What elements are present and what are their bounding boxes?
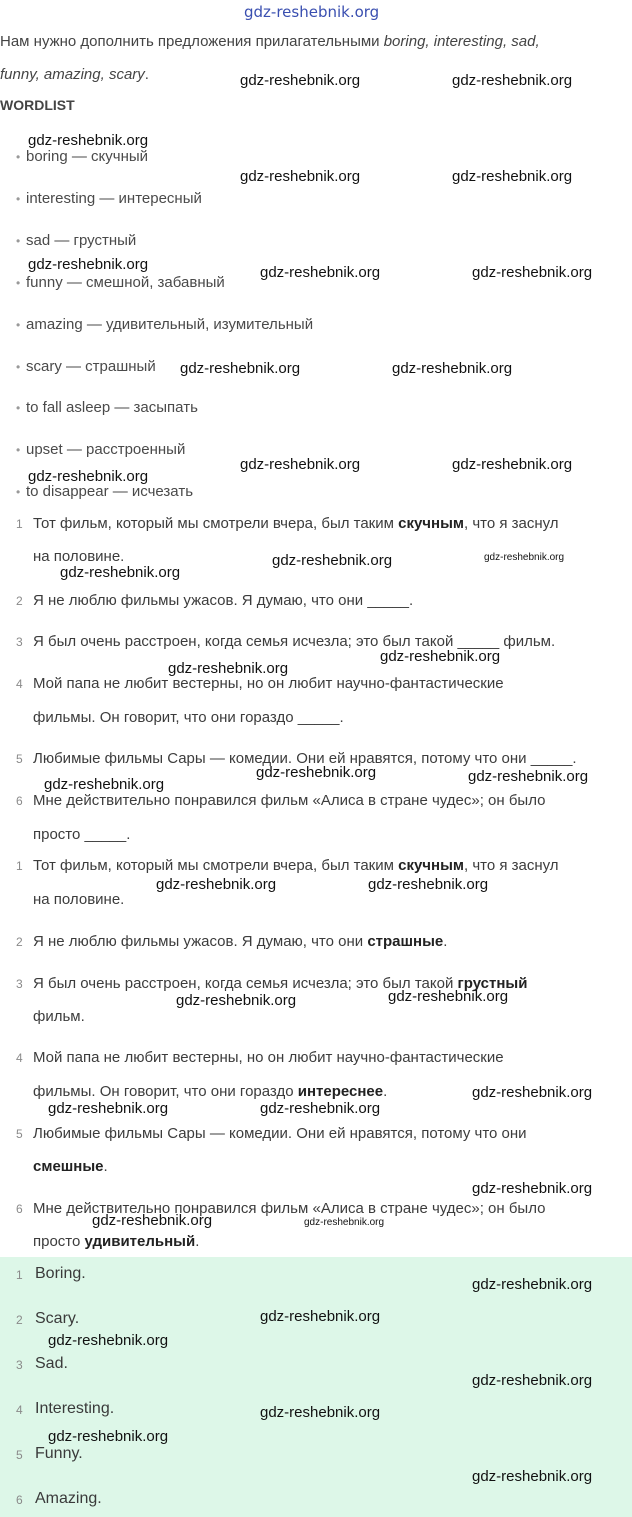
watermark: gdz-reshebnik.org xyxy=(260,1100,381,1117)
watermark: gdz-reshebnik.org xyxy=(392,360,513,377)
answer-text: Interesting. xyxy=(35,1400,115,1417)
watermark: gdz-reshebnik.org xyxy=(180,360,301,377)
watermark: gdz-reshebnik.org xyxy=(368,876,489,893)
watermark: gdz-reshebnik.org xyxy=(452,456,573,473)
item-number: 4 xyxy=(16,1403,23,1417)
wordlist-item: • interesting — интересный xyxy=(16,190,202,207)
wordlist-item: • to fall asleep — засыпать xyxy=(16,399,198,416)
item-number: 1 xyxy=(16,517,23,531)
item-number: 2 xyxy=(16,1313,23,1327)
exercise-6-line-2: просто _____. xyxy=(33,826,131,843)
wordlist-title: WORDLIST xyxy=(0,97,75,113)
answer-text: Amazing. xyxy=(35,1490,102,1507)
wordlist-item: • amazing — удивительный, изумительный xyxy=(16,316,314,333)
watermark: gdz-reshebnik.org xyxy=(472,264,593,281)
watermark: gdz-reshebnik.org xyxy=(472,1372,593,1389)
watermark: gdz-reshebnik.org xyxy=(168,660,289,677)
watermark: gdz-reshebnik.org xyxy=(260,1308,381,1325)
watermark: gdz-reshebnik.org xyxy=(48,1332,169,1349)
solution-1-line-1: Тот фильм, который мы смотрели вчера, был таким скучным, что я заснул xyxy=(33,857,559,874)
item-number: 5 xyxy=(16,1448,23,1462)
exercise-1-line-1: Тот фильм, который мы смотрели вчера, был таким скучным, что я заснул xyxy=(33,515,559,532)
item-number: 5 xyxy=(16,752,23,766)
watermark: gdz-reshebnik.org xyxy=(472,1180,593,1197)
watermark: gdz-reshebnik.org xyxy=(468,768,589,785)
top-watermark: gdz-reshebnik.org xyxy=(244,3,380,21)
wordlist-item: • scary — страшный xyxy=(16,358,156,375)
watermark: gdz-reshebnik.org xyxy=(452,168,573,185)
answer-text: Boring. xyxy=(35,1265,86,1282)
exercise-3-line-1: Я был очень расстроен, когда семья исчезла; это был такой _____ фильм. xyxy=(33,633,556,650)
solution-1-line-2: на половине. xyxy=(33,891,125,908)
solution-2-line-1: Я не люблю фильмы ужасов. Я думаю, что они страшные. xyxy=(33,933,448,950)
item-number: 5 xyxy=(16,1127,23,1141)
exercise-6-line-1: Мне действительно понравился фильм «Алиса в стране чудес»; он было xyxy=(33,792,546,809)
watermark: gdz-reshebnik.org xyxy=(28,256,149,273)
item-number: 2 xyxy=(16,594,23,608)
watermark: gdz-reshebnik.org xyxy=(92,1212,213,1229)
solution-4-line-1: Мой папа не любит вестерны, но он любит научно-фантастические xyxy=(33,1049,504,1066)
watermark: gdz-reshebnik.org xyxy=(272,552,393,569)
watermark: gdz-reshebnik.org xyxy=(156,876,277,893)
exercise-4-line-1: Мой папа не любит вестерны, но он любит научно-фантастические xyxy=(33,675,504,692)
solution-5-line-2: смешные. xyxy=(33,1158,108,1175)
wordlist-item: • boring — скучный xyxy=(16,148,149,165)
watermark: gdz-reshebnik.org xyxy=(260,264,381,281)
watermark: gdz-reshebnik.org xyxy=(240,456,361,473)
watermark: gdz-reshebnik.org xyxy=(28,132,149,149)
item-number: 6 xyxy=(16,1202,23,1216)
item-number: 1 xyxy=(16,1268,23,1282)
item-number: 3 xyxy=(16,635,23,649)
exercise-2-line-1: Я не люблю фильмы ужасов. Я думаю, что они _____. xyxy=(33,592,414,609)
solution-3-line-1: Я был очень расстроен, когда семья исчезла; это был такой грустный xyxy=(33,975,528,992)
watermark: gdz-reshebnik.org xyxy=(472,1468,593,1485)
solution-5-line-1: Любимые фильмы Сары — комедии. Они ей нравятся, потому что они xyxy=(33,1125,527,1142)
item-number: 3 xyxy=(16,977,23,991)
watermark: gdz-reshebnik.org xyxy=(240,72,361,89)
wordlist-item: • funny — смешной, забавный xyxy=(16,274,225,291)
item-number: 2 xyxy=(16,935,23,949)
watermark: gdz-reshebnik.org xyxy=(256,764,377,781)
intro-line-2: funny, amazing, scary. xyxy=(0,66,149,83)
item-number: 6 xyxy=(16,794,23,808)
exercise-1-line-2: на половине. xyxy=(33,548,125,565)
exercise-5-line-1: Любимые фильмы Сары — комедии. Они ей нравятся, потому что они _____. xyxy=(33,750,577,767)
solution-3-line-2: фильм. xyxy=(33,1008,85,1025)
watermark: gdz-reshebnik.org xyxy=(472,1084,593,1101)
watermark: gdz-reshebnik.org xyxy=(260,1404,381,1421)
solution-6-line-1: Мне действительно понравился фильм «Алиса в стране чудес»; он было xyxy=(33,1200,546,1217)
watermark: gdz-reshebnik.org xyxy=(484,552,565,563)
exercise-4-line-2: фильмы. Он говорит, что они гораздо _____. xyxy=(33,709,344,726)
item-number: 6 xyxy=(16,1493,23,1507)
watermark: gdz-reshebnik.org xyxy=(452,72,573,89)
watermark: gdz-reshebnik.org xyxy=(388,988,509,1005)
wordlist-item: • upset — расстроенный xyxy=(16,441,186,458)
item-number: 4 xyxy=(16,677,23,691)
watermark: gdz-reshebnik.org xyxy=(48,1428,169,1445)
watermark: gdz-reshebnik.org xyxy=(48,1100,169,1117)
watermark: gdz-reshebnik.org xyxy=(380,648,501,665)
watermark: gdz-reshebnik.org xyxy=(472,1276,593,1293)
wordlist-item: • sad — грустный xyxy=(16,232,137,249)
intro-line-1: Нам нужно дополнить предложения прилагательными boring, interesting, sad, xyxy=(0,33,540,50)
watermark: gdz-reshebnik.org xyxy=(44,776,165,793)
solution-6-line-2: просто удивительный. xyxy=(33,1233,200,1250)
answer-text: Funny. xyxy=(35,1445,83,1462)
item-number: 3 xyxy=(16,1358,23,1372)
watermark: gdz-reshebnik.org xyxy=(240,168,361,185)
watermark: gdz-reshebnik.org xyxy=(176,992,297,1009)
answer-text: Scary. xyxy=(35,1310,80,1327)
answer-text: Sad. xyxy=(35,1355,68,1372)
wordlist-item: • to disappear — исчезать xyxy=(16,483,194,500)
item-number: 4 xyxy=(16,1051,23,1065)
watermark: gdz-reshebnik.org xyxy=(60,564,181,581)
item-number: 1 xyxy=(16,859,23,873)
watermark: gdz-reshebnik.org xyxy=(304,1217,385,1228)
watermark: gdz-reshebnik.org xyxy=(28,468,149,485)
solution-4-line-2: фильмы. Он говорит, что они гораздо интереснее. xyxy=(33,1083,388,1100)
